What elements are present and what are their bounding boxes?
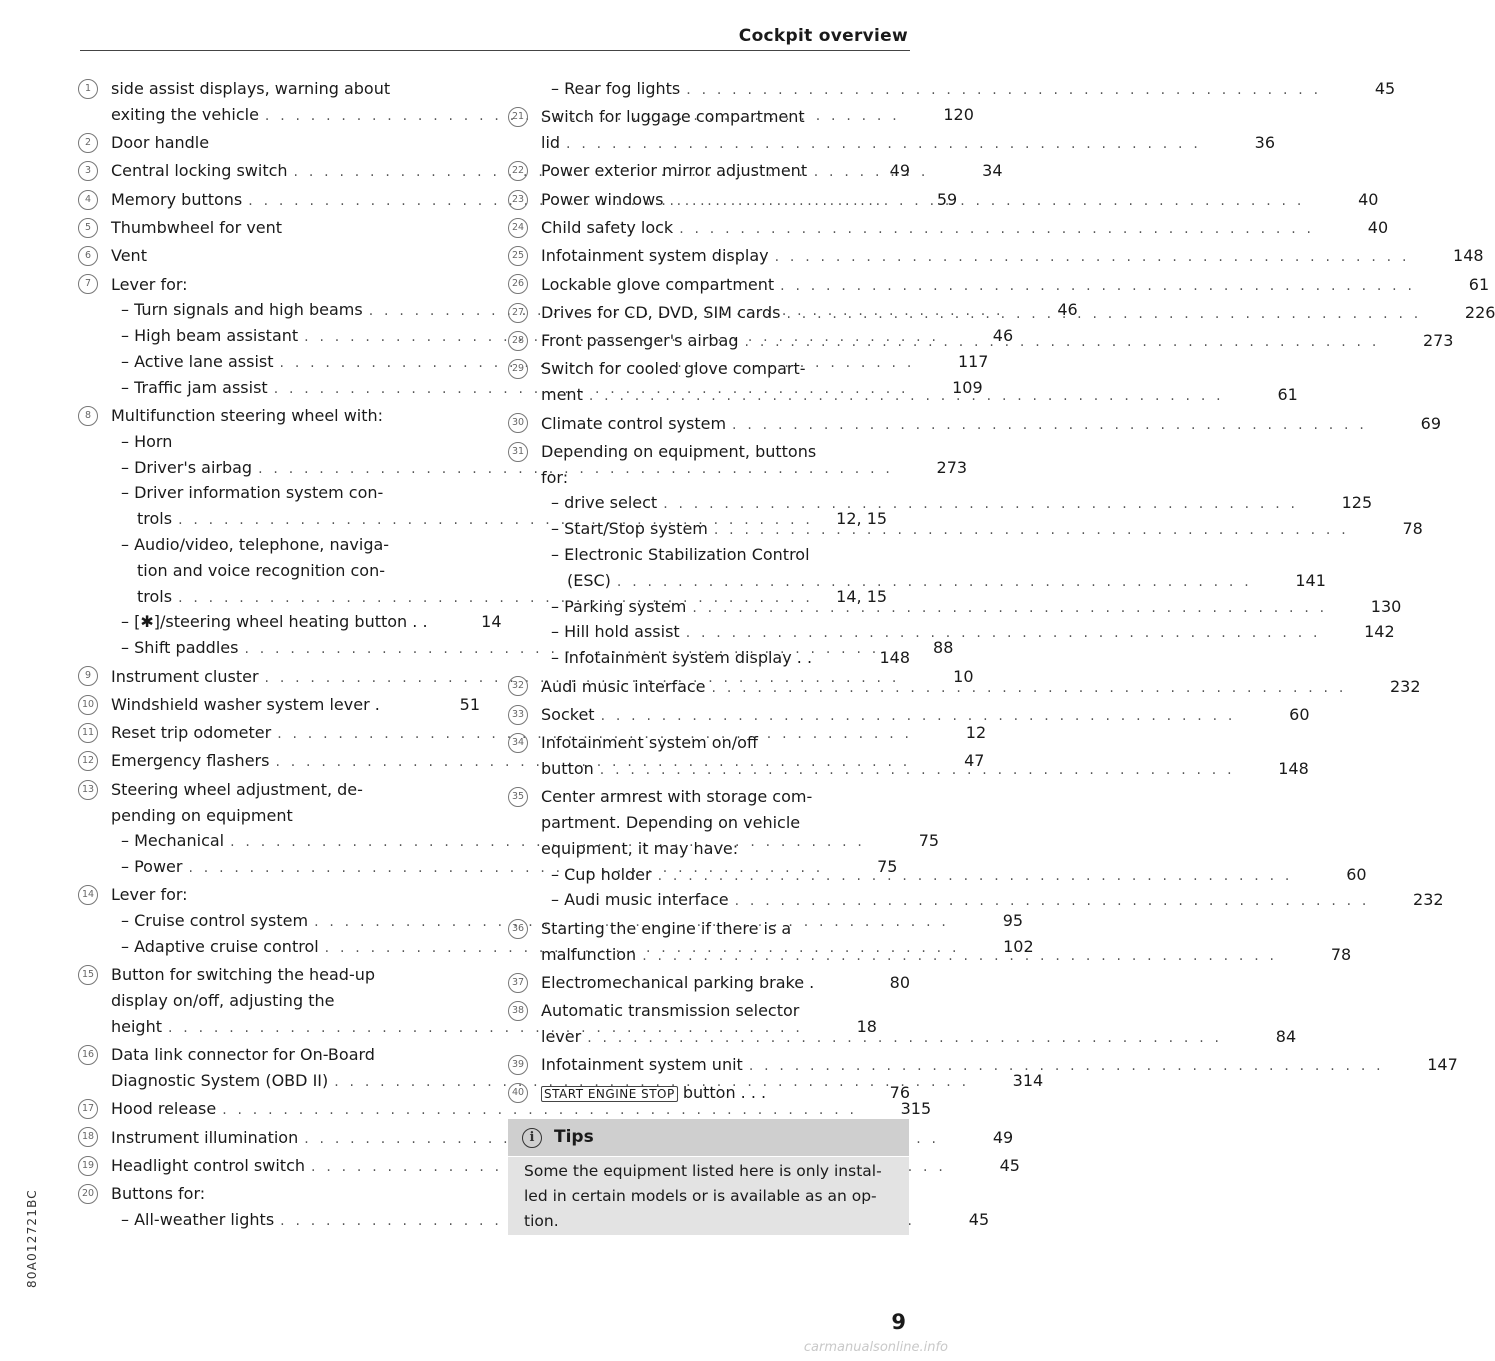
entry-text: Instrument cluster <box>111 666 259 686</box>
entry-text: – Cup holder <box>551 864 652 884</box>
entry-text: Infotainment system display <box>541 246 769 266</box>
item-number-badge: 10 <box>78 695 98 715</box>
item-number-badge: 4 <box>78 190 98 210</box>
entry-text: pending on equipment <box>111 805 293 825</box>
index-entry <box>508 1052 1458 1078</box>
index-entry <box>508 104 910 130</box>
index-entry <box>508 568 1326 594</box>
entry-text: Central locking switch <box>111 161 288 181</box>
entry-text: button <box>541 758 594 778</box>
dot-leader <box>774 274 1415 300</box>
index-entry <box>508 411 1442 437</box>
item-number-badge: 3 <box>78 161 98 181</box>
index-entry <box>78 777 480 803</box>
entry-text: – drive select <box>551 493 658 513</box>
index-entry <box>508 130 1276 156</box>
page-reference: 102 <box>1003 937 1034 956</box>
page-reference: 80 <box>889 972 910 992</box>
item-number-badge: 18 <box>78 1127 98 1147</box>
entry-text: equipment, it may have: <box>541 838 739 858</box>
page-reference: 84 <box>1275 1026 1297 1046</box>
page-reference: 95 <box>1002 911 1024 931</box>
item-number-badge: 26 <box>508 274 528 294</box>
item-number-badge: 14 <box>78 885 98 905</box>
dot-leader <box>583 384 1224 410</box>
entry-text: Climate control system <box>541 413 727 433</box>
entry-text: Child safety lock <box>541 217 674 237</box>
index-entry <box>78 429 480 455</box>
index-entry <box>508 465 910 491</box>
page-reference: 78 <box>1402 519 1423 539</box>
entry-text: Front passenger's airbag <box>541 331 739 351</box>
entry-text: Automatic transmission selector <box>541 1001 800 1021</box>
entry-text: lid <box>541 133 561 153</box>
entry-text: exiting the vehicle <box>111 104 259 124</box>
page-reference: 315 <box>900 1099 932 1119</box>
item-number-badge: 37 <box>508 973 528 993</box>
item-number-badge: 21 <box>508 107 528 127</box>
entry-text: – Driver information system con- <box>121 483 384 503</box>
index-entry <box>78 609 502 635</box>
entry-text: Emergency flashers <box>111 751 270 771</box>
page-reference: 18 <box>856 1016 877 1036</box>
entry-text: – Mechanical <box>121 831 225 851</box>
page-reference: 36 <box>1254 133 1276 153</box>
entry-text: – Hill hold assist <box>551 622 680 642</box>
page-reference: 61 <box>1277 385 1298 405</box>
page-reference: 273 <box>1422 331 1454 351</box>
dot-leader <box>560 132 1201 158</box>
page-reference: 14, 15 <box>836 586 888 606</box>
page-reference: 47 <box>964 751 985 771</box>
index-entry <box>78 988 480 1014</box>
entry-text: – Rear fog lights <box>551 79 681 98</box>
entry-text: Electromechanical parking brake . <box>541 972 815 992</box>
entry-text: Lever for: <box>111 885 188 905</box>
item-number-badge: 19 <box>78 1156 98 1176</box>
index-entry <box>508 243 1484 269</box>
entry-text: – Adaptive cruise control <box>121 937 319 956</box>
index-entry <box>78 803 480 829</box>
dot-leader <box>708 518 1349 544</box>
entry-text: Door handle <box>111 133 210 153</box>
entry-text: – Turn signals and high beams <box>121 300 363 320</box>
item-number-badge: 1 <box>78 79 98 99</box>
dot-leader <box>652 864 1293 890</box>
entry-text: Data link connector for On-Board <box>111 1045 375 1065</box>
entry-text: Infotainment system unit <box>541 1055 743 1075</box>
watermark: carmanualsonline.info <box>803 1340 948 1355</box>
item-number-badge: 35 <box>508 787 528 807</box>
index-entry <box>508 619 1395 645</box>
page-reference: 78 <box>1330 944 1352 964</box>
entry-text: Starting the engine if there is a <box>541 918 792 938</box>
item-number-badge: 28 <box>508 331 528 351</box>
page-reference: 45 <box>968 1209 990 1229</box>
entry-text: Lever for: <box>111 274 188 294</box>
entry-text: – Audi music interface <box>551 890 729 910</box>
entry-text: – Driver's airbag <box>121 457 253 477</box>
entry-text: Memory buttons <box>111 189 243 209</box>
item-number-badge: 31 <box>508 442 528 462</box>
page-reference: 226 <box>1464 302 1495 322</box>
page-reference: 12, 15 <box>836 509 888 529</box>
item-number-badge: 32 <box>508 676 528 696</box>
index-entry <box>78 692 480 718</box>
index-entry <box>508 76 1396 102</box>
index-entry <box>508 490 1373 516</box>
index-entry <box>78 1207 990 1233</box>
item-number-badge: 25 <box>508 246 528 266</box>
entry-text: Switch for luggage compartment <box>541 107 805 127</box>
tips-header <box>508 1119 909 1157</box>
entry-text: – High beam assistant <box>121 326 299 346</box>
entry-text: Instrument illumination <box>111 1127 299 1147</box>
page-reference: 75 <box>918 831 940 851</box>
entry-text: Windshield washer system lever . <box>111 694 380 714</box>
entry-text: – All-weather lights <box>121 1209 275 1229</box>
item-number-badge: 20 <box>78 1184 98 1204</box>
index-entry <box>508 810 910 836</box>
entry-text: partment. Depending on vehicle <box>541 813 801 833</box>
page-reference: 232 <box>1413 890 1444 910</box>
entry-text: malfunction <box>541 944 637 964</box>
index-entry <box>78 558 480 584</box>
item-number-badge: 27 <box>508 303 528 323</box>
item-number-badge: 17 <box>78 1099 98 1119</box>
page-reference: 142 <box>1364 622 1395 642</box>
page-reference: 51 <box>459 694 480 714</box>
tips-box <box>508 1119 909 1235</box>
entry-text: – Infotainment system display . . <box>551 648 813 668</box>
entry-text: – Cruise control system <box>121 911 309 931</box>
item-number-badge: 11 <box>78 723 98 743</box>
index-entry <box>78 480 480 506</box>
page-reference: 148 <box>1453 246 1484 266</box>
page-reference: 76 <box>889 1083 910 1103</box>
page-reference: 147 <box>1427 1055 1458 1075</box>
page-reference: 141 <box>1295 570 1326 590</box>
page-reference: 40 <box>1367 217 1389 237</box>
entry-text: Depending on equipment, buttons <box>541 441 817 461</box>
page-reference: 61 <box>1468 274 1490 294</box>
entry-text: – Traffic jam assist <box>121 377 268 397</box>
dot-leader <box>581 1026 1222 1052</box>
entry-text: Multifunction steering wheel with: <box>111 406 384 426</box>
dot-leader <box>673 217 1314 243</box>
item-number-badge: 7 <box>78 274 98 294</box>
index-entry <box>78 272 480 298</box>
item-number-badge: 8 <box>78 406 98 426</box>
index-entry <box>508 158 910 184</box>
item-number-badge: 9 <box>78 666 98 686</box>
page-number: 9 <box>891 1310 906 1334</box>
page-reference: 273 <box>936 457 968 477</box>
page-reference: 109 <box>952 377 983 397</box>
index-entry <box>508 516 1423 542</box>
index-entry <box>508 215 1389 241</box>
entry-text: Button for switching the head-up <box>111 965 376 985</box>
page-reference: 49 <box>889 161 910 181</box>
entry-text: Power windows <box>541 189 664 209</box>
page-reference: 10 <box>953 666 974 686</box>
entry-text: Reset trip odometer <box>111 723 272 743</box>
page-reference: 60 <box>1289 704 1310 724</box>
item-number-badge: 15 <box>78 965 98 985</box>
entry-text: – Shift paddles <box>121 638 239 658</box>
start-engine-stop-key: START ENGINE STOP <box>541 1086 678 1102</box>
entry-text: Buttons for: <box>111 1184 206 1204</box>
dot-leader <box>739 330 1380 356</box>
dot-leader <box>769 245 1410 271</box>
page-reference: 60 <box>1346 864 1367 884</box>
index-entry <box>78 532 480 558</box>
info-icon: i <box>522 1128 542 1148</box>
page-reference: 148 <box>879 648 910 668</box>
entry-text: – Audio/video, telephone, naviga- <box>121 535 390 555</box>
item-number-badge: 30 <box>508 413 528 433</box>
entry-text: side assist displays, warning about <box>111 79 391 98</box>
index-entry <box>508 784 910 810</box>
item-number-badge: 36 <box>508 919 528 939</box>
entry-text: Lockable glove compartment <box>541 274 775 294</box>
page-reference: 14 <box>481 612 502 632</box>
page-reference: 88 <box>933 638 954 658</box>
dot-leader <box>611 570 1252 596</box>
entry-text: Diagnostic System (OBD II) <box>111 1070 329 1090</box>
entry-text: tion and voice recognition con- <box>137 560 385 580</box>
index-entry <box>508 702 1310 728</box>
entry-text: – Start/Stop system <box>551 519 708 539</box>
item-number-badge: 23 <box>508 190 528 210</box>
entry-text: display on/off, adjusting the <box>111 991 335 1011</box>
page-reference: 34 <box>982 161 1003 181</box>
dot-leader <box>743 1054 1384 1080</box>
page-reference: 125 <box>1341 493 1373 513</box>
index-entry <box>78 962 480 988</box>
item-number-badge: 33 <box>508 705 528 725</box>
dot-leader <box>680 78 1321 104</box>
item-number-badge: 22 <box>508 161 528 181</box>
index-entry <box>508 887 1444 913</box>
index-entry <box>78 1153 1020 1179</box>
index-entry <box>508 1080 910 1106</box>
dot-leader <box>680 621 1321 647</box>
page-reference: 130 <box>1370 596 1402 616</box>
entry-text: – Power <box>121 857 183 877</box>
index-entry <box>78 130 480 156</box>
item-number-badge: 29 <box>508 359 528 379</box>
entry-text: Steering wheel adjustment, de- <box>111 779 363 799</box>
entry-text: height <box>111 1016 162 1036</box>
page-reference: 75 <box>877 857 898 877</box>
page-reference: 120 <box>943 104 974 124</box>
entry-text: (ESC) <box>567 570 611 590</box>
entry-text: Vent <box>111 246 147 266</box>
page-reference: 148 <box>1278 758 1309 778</box>
index-entry <box>78 1181 480 1207</box>
dot-leader <box>726 413 1367 439</box>
index-entry <box>78 215 480 241</box>
dot-leader <box>636 944 1277 970</box>
page-reference: 45 <box>999 1155 1020 1175</box>
dot-leader <box>706 676 1347 702</box>
tips-body: Some the equipment listed here is only instal-led in certain models or is available as an op-tion. <box>524 1162 882 1230</box>
entry-text: ment <box>541 385 583 405</box>
item-number-badge: 16 <box>78 1045 98 1065</box>
entry-text: Audi music interface <box>541 676 706 696</box>
entry-text: – Electronic Stabilization Control <box>551 545 810 565</box>
item-number-badge: 6 <box>78 246 98 266</box>
entry-text: Thumbwheel for vent <box>111 217 283 237</box>
tips-label: Tips <box>554 1127 594 1147</box>
page-reference: 45 <box>1374 79 1396 98</box>
index-entry <box>78 243 480 269</box>
entry-text: lever <box>541 1026 582 1046</box>
entry-text: Switch for cooled glove compart- <box>541 359 806 379</box>
index-entry <box>508 594 1402 620</box>
index-entry <box>508 970 910 996</box>
page-reference: 46 <box>1057 300 1078 320</box>
item-number-badge: 39 <box>508 1055 528 1075</box>
page-reference: 232 <box>1389 676 1421 696</box>
dot-leader <box>657 492 1298 518</box>
index-entry <box>508 730 910 756</box>
page-reference: 59 <box>936 189 958 209</box>
item-number-badge: 24 <box>508 218 528 238</box>
entry-text: Hood release <box>111 1099 217 1119</box>
item-number-badge: 12 <box>78 751 98 771</box>
dot-leader <box>729 889 1370 915</box>
dot-leader <box>594 758 1235 784</box>
entry-text: trols <box>137 509 173 529</box>
entry-text: Drives for CD, DVD, SIM cards <box>541 302 781 322</box>
item-number-badge: 2 <box>78 133 98 153</box>
index-entry <box>508 862 1367 888</box>
index-entry <box>78 76 480 102</box>
entry-text: trols <box>137 586 173 606</box>
entry-text: for: <box>541 467 569 487</box>
entry-text: Headlight control switch <box>111 1155 306 1175</box>
entry-text: START ENGINE STOP button . . . <box>541 1080 766 1106</box>
dot-leader <box>686 596 1327 622</box>
item-number-badge: 5 <box>78 218 98 238</box>
page-reference: 46 <box>992 326 1014 346</box>
page-reference: 12 <box>965 723 987 743</box>
index-entry <box>508 645 910 671</box>
index-entry <box>508 439 910 465</box>
index-entry <box>508 1024 1297 1050</box>
dot-leader <box>780 302 1421 328</box>
header-divider <box>80 50 910 51</box>
entry-text: Power exterior mirror adjustment <box>541 161 808 181</box>
index-entry <box>508 542 910 568</box>
index-entry <box>508 916 910 942</box>
index-entry <box>78 1096 932 1122</box>
index-entry <box>78 403 480 429</box>
item-number-badge: 13 <box>78 780 98 800</box>
entry-text: Infotainment system on/off <box>541 733 758 753</box>
dot-leader <box>664 189 1305 215</box>
item-number-badge: 38 <box>508 1001 528 1021</box>
entry-text: – Active lane assist <box>121 351 274 371</box>
document-code: 80A012721BC <box>25 1189 39 1288</box>
entry-text: – Parking system <box>551 596 687 616</box>
item-number-badge: 40 <box>508 1083 528 1103</box>
entry-text: – [✱]/steering wheel heating button . . <box>121 612 428 632</box>
entry-text: Center armrest with storage com- <box>541 787 813 807</box>
index-entry <box>78 1042 480 1068</box>
page-reference: 40 <box>1358 189 1379 209</box>
index-entry <box>508 356 910 382</box>
dot-leader <box>595 704 1236 730</box>
page-reference: 49 <box>992 1127 1014 1147</box>
entry-text: Socket <box>541 704 595 724</box>
page-reference: 314 <box>1012 1070 1044 1090</box>
index-entry <box>508 998 910 1024</box>
page-reference: 69 <box>1420 413 1442 433</box>
page-title: Cockpit overview <box>738 26 908 46</box>
index-entry <box>78 882 480 908</box>
index-entry <box>508 272 1490 298</box>
item-number-badge: 34 <box>508 733 528 753</box>
page-reference: 117 <box>957 351 989 371</box>
entry-text: – Horn <box>121 431 173 451</box>
index-entry <box>508 836 910 862</box>
